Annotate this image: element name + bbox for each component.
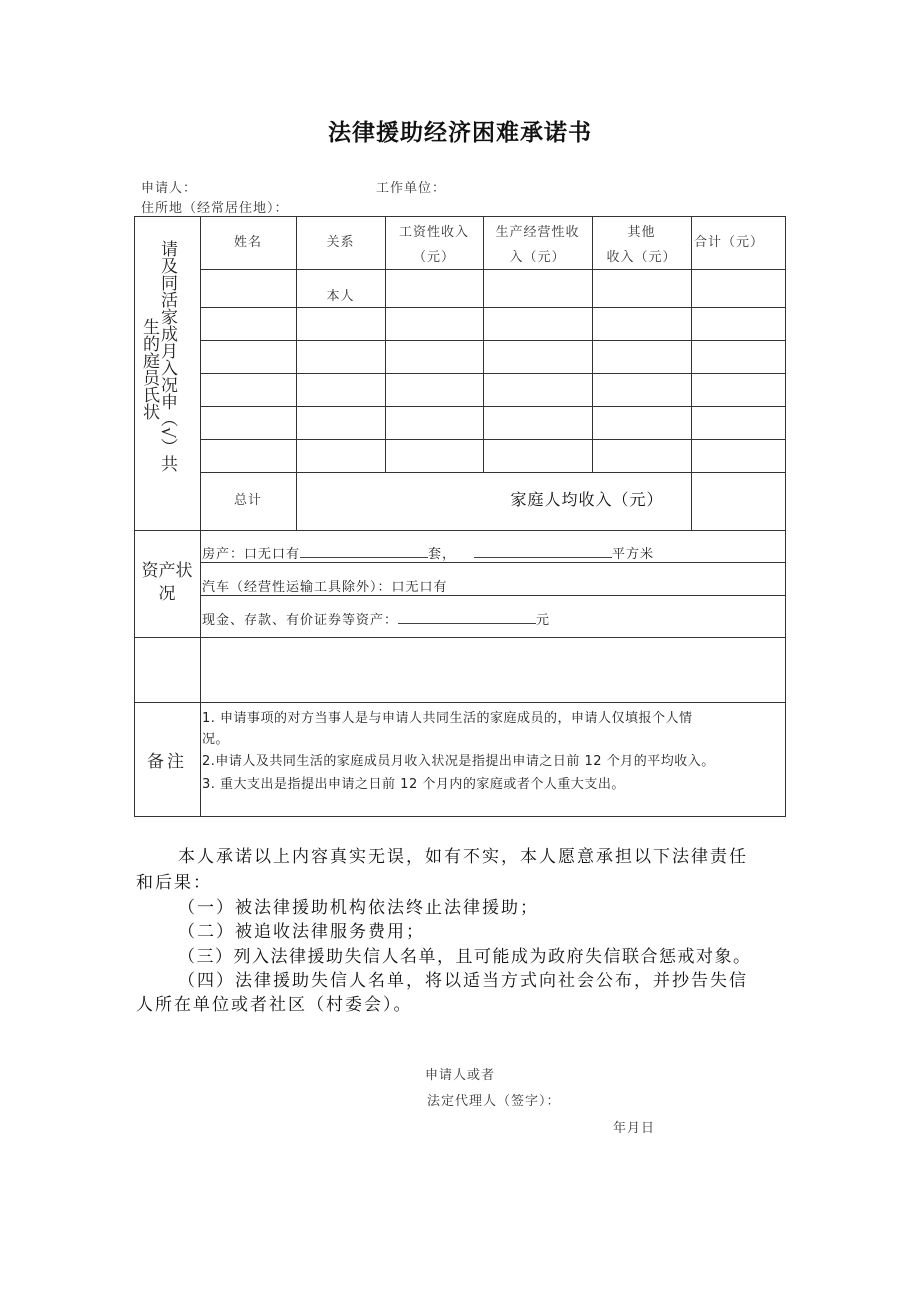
table-rule — [200, 307, 786, 308]
pledge-statement: 本人承诺以上内容真实无误，如有不实，本人愿意承担以下法律责任 — [178, 847, 748, 867]
notes-section-label: 备注 — [147, 752, 187, 772]
car-asset-row: 汽车（经营性运输工具除外）：口无口有 — [202, 580, 448, 595]
table-rule — [134, 530, 786, 531]
pledge-statement-continued: 和后果： — [136, 873, 212, 893]
table-rule — [200, 562, 786, 563]
house-count-blank — [300, 544, 428, 558]
column-header-wage: 工资性收入 — [398, 225, 469, 240]
house-asset-row — [202, 543, 654, 562]
table-rule — [200, 216, 201, 817]
house-asset-unit: 套， — [428, 547, 457, 562]
note-3: 3. 重大支出是指提出申请之日前 12 个月内的家庭或者个人重大支出。 — [202, 777, 625, 792]
income-section-label-col1: 请及同活家成月入况申（√）共 — [157, 240, 177, 472]
pledge-item-4-continued: 人所在单位或者社区（村委会）。 — [136, 995, 413, 1015]
column-header-name: 姓名 — [233, 235, 262, 250]
income-section-label-col2: 生的庭员氏状 — [139, 318, 159, 420]
cash-asset-unit: 元 — [536, 613, 551, 628]
column-header-total: 合计（元） — [694, 235, 765, 250]
cash-amount-blank — [398, 610, 536, 624]
assets-section-label: 资产状况 — [141, 561, 193, 604]
cash-asset-row — [202, 609, 550, 628]
total-label: 总计 — [233, 493, 262, 508]
table-rule — [785, 216, 786, 817]
table-rule — [134, 702, 786, 703]
column-header-wage-unit: （元） — [412, 250, 455, 265]
workplace-label: 工作单位： — [376, 181, 447, 196]
signature-date: 年月日 — [613, 1121, 656, 1136]
applicant-label: 申请人： — [141, 181, 198, 196]
table-rule — [200, 340, 786, 341]
cash-asset-prefix: 现金、存款、有价证券等资产： — [202, 613, 399, 628]
table-rule — [200, 472, 786, 473]
table-rule — [200, 439, 786, 440]
note-1-continued: 况。 — [202, 732, 230, 747]
table-rule — [134, 216, 786, 217]
page-title: 法律援助经济困难承诺书 — [328, 120, 592, 146]
note-2: 2.申请人及共同生活的家庭成员月收入状况是指提出申请之日前 12 个月的平均收入。 — [202, 754, 715, 769]
pledge-item-1: （一）被法律援助机构依法终止法律援助； — [178, 898, 539, 918]
table-rule — [691, 216, 692, 530]
house-asset-prefix: 房产：口无口有 — [202, 547, 301, 562]
column-header-other: 其他 — [627, 225, 656, 240]
table-rule — [134, 216, 135, 817]
table-rule — [200, 406, 786, 407]
pledge-item-4: （四）法律援助失信人名单，将以适当方式向社会公布，并抄告失信 — [178, 971, 748, 991]
table-rule — [200, 373, 786, 374]
column-header-business-unit: 入（元） — [509, 250, 566, 265]
note-1: 1. 申请事项的对方当事人是与申请人共同生活的家庭成员的，申请人仅填报个人情 — [202, 711, 693, 726]
column-header-business: 生产经营性收 — [495, 225, 580, 240]
table-rule — [200, 595, 786, 596]
column-header-relation: 关系 — [326, 235, 355, 250]
per-capita-income-label: 家庭人均收入（元） — [510, 490, 664, 509]
house-area-blank — [474, 544, 612, 558]
residence-label: 住所地（经常居住地）： — [141, 201, 289, 216]
pledge-item-2: （二）被追收法律服务费用； — [178, 922, 425, 942]
self-relation-value: 本人 — [326, 289, 355, 304]
legal-representative-signature-label: 法定代理人（签字）： — [427, 1094, 561, 1109]
pledge-item-3: （三）列入法律援助失信人名单，且可能成为政府失信联合惩戒对象。 — [178, 947, 752, 967]
house-area-unit: 平方米 — [612, 547, 655, 562]
table-rule — [296, 216, 297, 530]
column-header-other-unit: 收入（元） — [606, 250, 677, 265]
table-rule — [134, 816, 786, 817]
signature-label: 申请人或者 — [425, 1068, 496, 1083]
table-rule — [134, 637, 786, 638]
